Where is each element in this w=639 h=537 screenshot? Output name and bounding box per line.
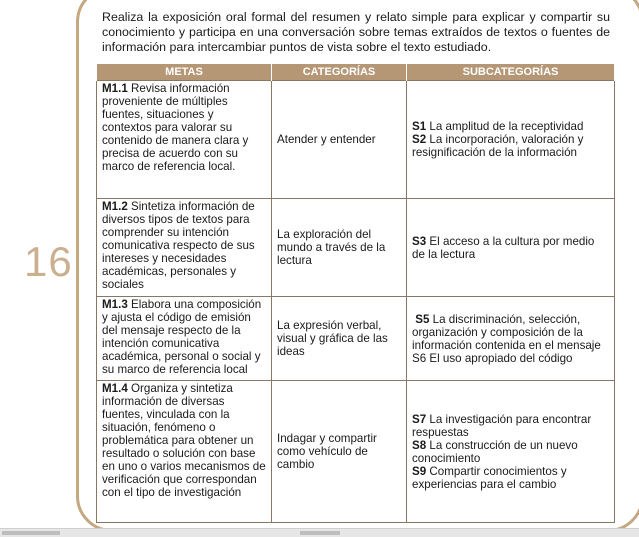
subcategory-code: S1 bbox=[412, 120, 427, 133]
subcategory-item bbox=[412, 465, 609, 491]
category-cell: La exploración del mundo a través de la lectura bbox=[272, 199, 407, 297]
subcategory-item bbox=[412, 439, 609, 465]
subcategory-item bbox=[412, 352, 609, 365]
subcategory-code: S7 bbox=[412, 412, 427, 426]
subcategory-text: La incorporación, valoración y resignificación de la información bbox=[412, 133, 584, 159]
subcategory-code: S8 bbox=[412, 438, 427, 452]
meta-text: Sintetiza información de diversos tipos de textos para comprender su intención comunicativa respecto de sus intereses y necesidades académicas, personales y sociales bbox=[102, 200, 255, 291]
category-cell: Indagar y compartir como vehículo de cambio bbox=[272, 381, 407, 523]
header-subcategorias: SUBCATEGORÍAS bbox=[407, 64, 615, 81]
meta-code: M1.2 bbox=[102, 200, 128, 213]
subcategory-text: La discriminación, selección, organización y composición de la información contenida en el mensaje bbox=[412, 312, 601, 352]
table-row bbox=[97, 81, 615, 199]
subcategory-code: S9 bbox=[412, 464, 427, 478]
subcategory-item bbox=[412, 120, 609, 133]
table-header-row bbox=[97, 64, 615, 81]
meta-text: Revisa información proveniente de múltiples fuentes, situaciones y contextos para valorar su contenido de manera clara y precisa de acuerdo con su marco de referencia local. bbox=[102, 82, 249, 173]
meta-cell bbox=[97, 297, 272, 381]
page-number: 16 bbox=[24, 238, 73, 285]
subcategory-text: La amplitud de la receptividad bbox=[426, 120, 584, 133]
meta-text: Organiza y sintetiza información de diversas fuentes, vinculada con la situación, fenómeno o problemática para obtener un resultado o solución con base en uno o varios mecanismos de verificación que correspondan con el tipo de investigación bbox=[102, 382, 266, 499]
subcategory-code: S3 bbox=[412, 234, 427, 248]
strip-segment bbox=[300, 531, 340, 535]
meta-cell bbox=[97, 81, 272, 199]
subcategory-text: Compartir conocimientos y experiencias para el cambio bbox=[412, 464, 567, 491]
subcategory-cell bbox=[407, 81, 615, 199]
subcategory-cell bbox=[407, 199, 615, 297]
meta-code: M1.4 bbox=[102, 382, 128, 395]
table-row bbox=[97, 199, 615, 297]
subcategory-text: S6 El uso apropiado del código bbox=[412, 351, 573, 365]
goals-table bbox=[96, 64, 615, 523]
meta-text: Elabora una composición y ajusta el código de emisión del mensaje respecto de la intención comunicativa académica, personal o social y su marco de referencia local bbox=[102, 298, 262, 376]
subcategory-item bbox=[412, 133, 609, 159]
meta-code: M1.3 bbox=[102, 298, 128, 311]
table-row bbox=[97, 297, 615, 381]
meta-cell bbox=[97, 199, 272, 297]
table-row bbox=[97, 381, 615, 523]
subcategory-code: S2 bbox=[412, 133, 427, 146]
category-cell: La expresión verbal, visual y gráfica de las ideas bbox=[272, 297, 407, 381]
subcategory-cell bbox=[407, 297, 615, 381]
subcategory-cell bbox=[407, 381, 615, 523]
subcategory-item bbox=[412, 313, 609, 352]
subcategory-code: S5 bbox=[415, 312, 430, 326]
category-cell: Atender y entender bbox=[272, 81, 407, 199]
subcategory-text: La construcción de un nuevo conocimiento bbox=[412, 438, 578, 465]
strip-segment bbox=[2, 531, 60, 535]
intro-paragraph: Realiza la exposición oral formal del resumen y relato simple para explicar y compartir su conocimiento y participa en una conversación sobre temas extraídos de textos o fuentes de información para intercambiar puntos de vista sobre el texto estudiado. bbox=[102, 10, 610, 54]
meta-code: M1.1 bbox=[102, 82, 128, 95]
subcategory-text: La investigación para encontrar respuestas bbox=[412, 412, 592, 439]
subcategory-text: El acceso a la cultura por medio de la lectura bbox=[412, 234, 595, 261]
header-categorias: CATEGORÍAS bbox=[272, 64, 407, 81]
subcategory-item bbox=[412, 235, 609, 261]
meta-cell bbox=[97, 381, 272, 523]
subcategory-item bbox=[412, 413, 609, 439]
header-metas: METAS bbox=[97, 64, 272, 81]
